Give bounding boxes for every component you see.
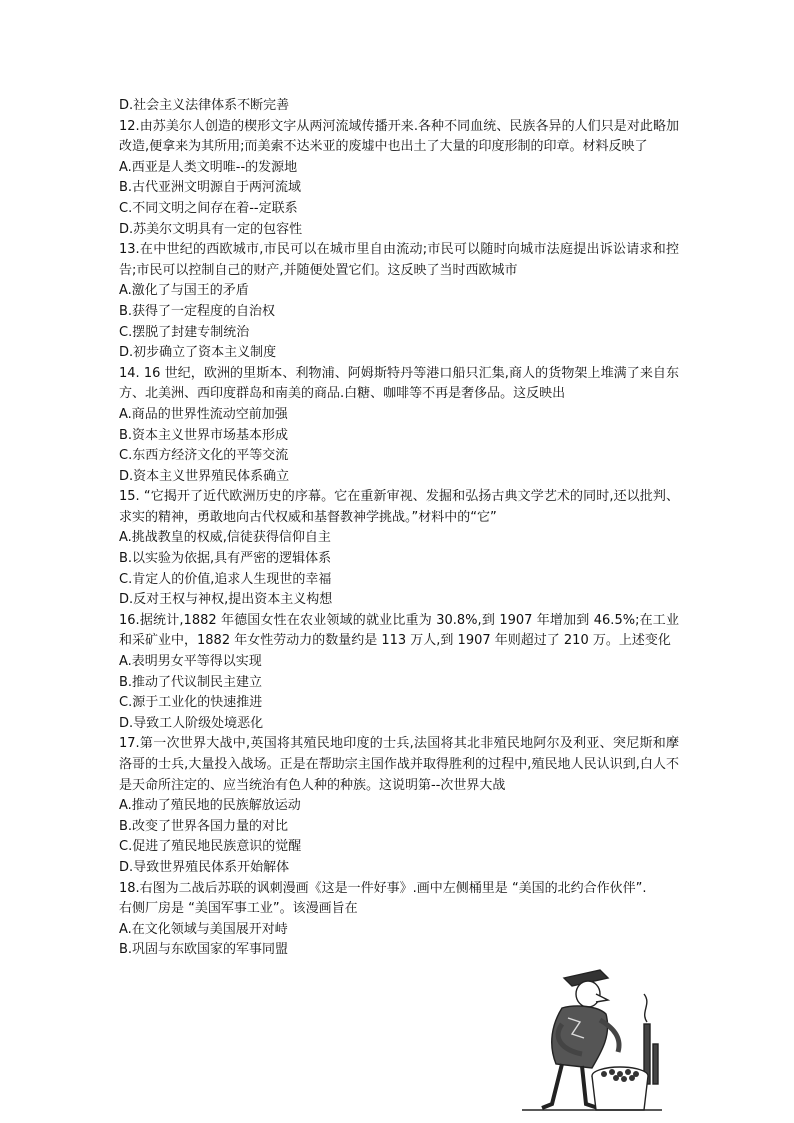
q14-option-c: C.东西方经济文化的平等交流 [119, 448, 289, 464]
q12-stem: 12.由苏美尔人创造的楔形文字从两河流域传播开来.各种不同血统、民族各异的人们只是对此略加改造,便拿来为其所用;而美索不达米亚的废墟中也出土了大量的印度形制的印章。材料反映了 [119, 118, 679, 155]
q14-option-a: A.商品的世界性流动空前加强 [119, 406, 288, 422]
q14-stem: 14. 16 世纪，欧洲的里斯本、利物浦、阿姆斯特丹等港口船只汇集,商人的货物架上堆满了来自东方、北美洲、西印度群岛和南美的商品.白糖、咖啡等不再是奢侈品。这反映出 [119, 365, 679, 402]
q18-option-b: B.巩固与东欧国家的军事同盟 [119, 942, 289, 958]
q14-option-d: D.资本主义世界殖民体系确立 [119, 468, 290, 484]
q16-option-a: A.表明男女平等得以实现 [119, 654, 262, 670]
smoke [644, 994, 647, 1022]
officer-nose [596, 994, 608, 1002]
q15-stem: 15. “它揭开了近代欧洲历史的序幕。它在重新审视、发掘和弘扬古典文学艺术的同时,还以批判、求实的精神，勇敢地向古代权威和基督教神学挑战。”材料中的“它” [119, 489, 679, 525]
q13-option-a: A.激化了与国王的矛盾 [119, 283, 249, 299]
q16-option-b: B.推动了代议制民主建立 [119, 674, 263, 690]
q15-option-a: A.挑战教皇的权威,信徒获得信仰自主 [119, 530, 331, 546]
q12-option-d: D.苏美尔文明具有一定的包容性 [119, 221, 303, 237]
chimney [653, 1044, 658, 1084]
q17-stem: 17.第一次世界大战中,英国将其殖民地印度的士兵,法国将其北非殖民地阿尔及利亚、突尼斯和摩洛哥的士兵,大量投入战场。正是在帮助宗主国作战并取得胜利的过程中,殖民地人民认识到,白人不是天命所注定的、应当统治有色人种的种族。这说明第--次世界大战 [119, 736, 679, 793]
q18-stem: 18.右图为二战后苏联的讽刺漫画《这是一件好事》.画中左侧桶里是 “美国的北约合作伙伴”.右侧厂房是 “美国军事工业”。该漫画旨在 [119, 880, 647, 917]
q16-option-c: C.源于工业化的快速推进 [119, 695, 263, 711]
bucket [592, 1076, 648, 1110]
q15-option-b: B.以实验为依据,具有严密的逻辑体系 [119, 551, 332, 567]
q15-option-d: D.反对王权与神权,提出资本主义构想 [119, 592, 333, 608]
q13-option-c: C.摆脱了封建专制统治 [119, 324, 250, 340]
q16-option-d: D.导致工人阶级处境恶化 [119, 715, 264, 731]
officer-leg [542, 1064, 562, 1108]
q12-option-a: A.西亚是人类文明唯--的发源地 [119, 159, 298, 175]
q13-option-b: B.获得了一定程度的自治权 [119, 303, 276, 319]
q15-option-c: C.肯定人的价值,追求人生现世的幸福 [119, 571, 332, 587]
exam-page-content [119, 96, 679, 961]
q17-option-a: A.推动了殖民地的民族解放运动 [119, 798, 301, 814]
q18-option-a: A.在文化领域与美国展开对峙 [119, 921, 288, 937]
soviet-satire-cartoon [522, 964, 662, 1114]
q12-option-c: C.不同文明之间存在着--定联系 [119, 200, 298, 216]
q11-option-d: D.社会主义法律体系不断完善 [119, 98, 290, 113]
q12-option-b: B.古代亚洲文明源自于两河流域 [119, 180, 302, 196]
q17-option-c: C.促进了殖民地民族意识的觉醒 [119, 839, 302, 855]
q17-option-b: B.改变了世界各国力量的对比 [119, 818, 289, 834]
q13-option-d: D.初步确立了资本主义制度 [119, 345, 277, 361]
q14-option-b: B.资本主义世界市场基本形成 [119, 427, 289, 443]
q17-option-d: D.导致世界殖民体系开始解体 [119, 859, 290, 875]
q13-stem: 13.在中世纪的西欧城市,市民可以在城市里自由流动;市民可以随时向城市法庭提出诉讼请求和控告;市民可以控制自己的财产,并随便处置它们。这反映了当时西欧城市 [119, 242, 679, 278]
q16-stem: 16.据统计,1882 年德国女性在农业领域的就业比重为 30.8%,到 1907 年增加到 46.5%;在工业和采矿业中，1882 年女性劳动力的数量约是 113 万人,到 1907 年则超过了 210 万。上述变化 [119, 612, 679, 649]
